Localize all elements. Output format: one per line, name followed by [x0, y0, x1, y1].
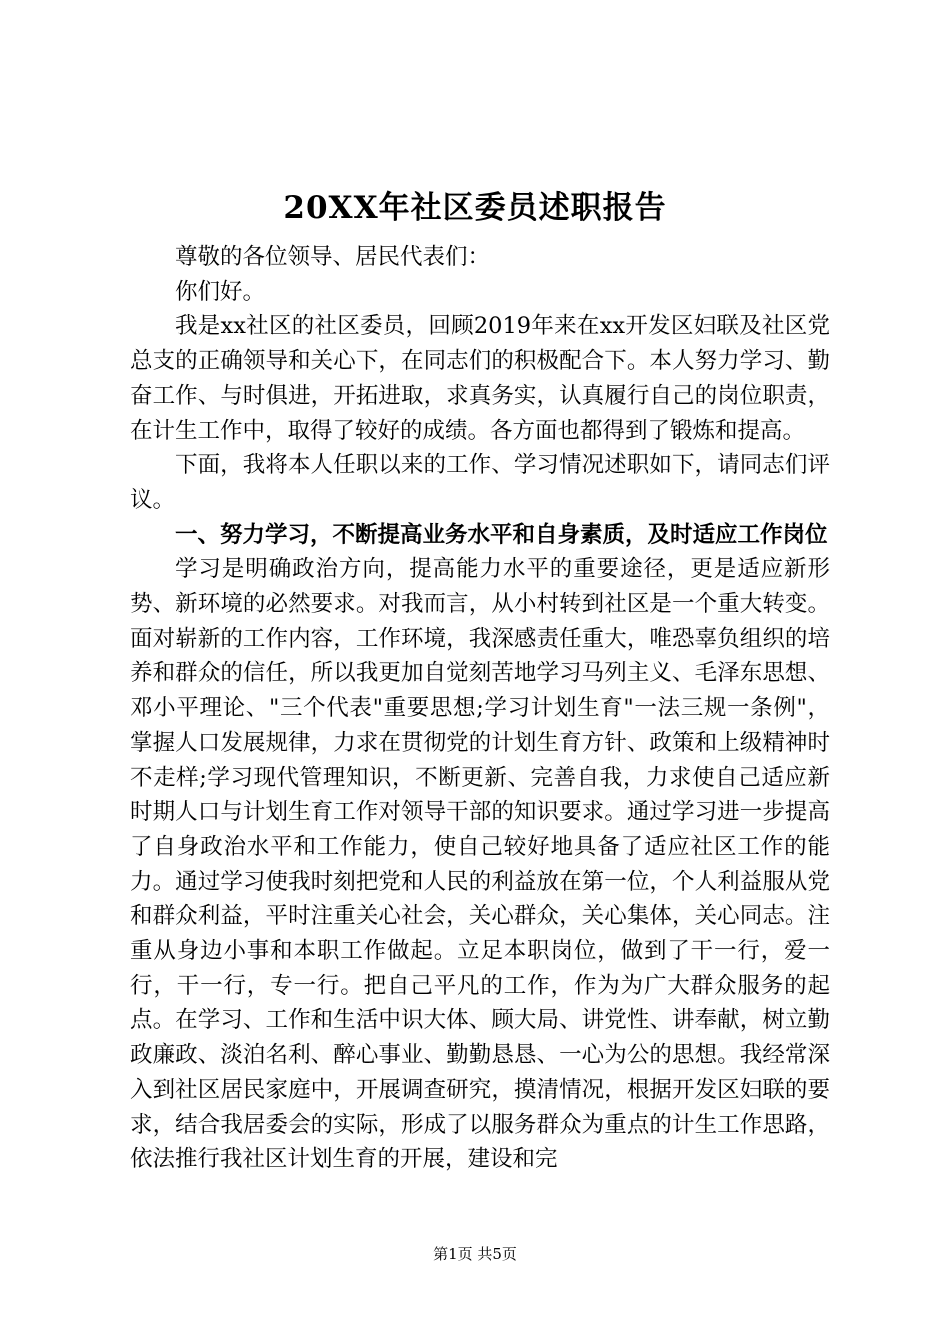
intro-paragraph: 我是xx社区的社区委员，回顾2019年来在xx开发区妇联及社区党总支的正确领导和关心下，在同志们的积极配合下。本人努力学习、勤奋工作、与时俱进，开拓进取，求真务实，认真履行自己的岗位职责，在计生工作中，取得了较好的成绩。各方面也都得到了锻炼和提高。: [130, 313, 830, 444]
document-body: [130, 240, 830, 1177]
greeting: 你们好。: [175, 278, 266, 305]
page-number-footer: 第1页 共5页: [433, 1245, 517, 1263]
section-heading-1: 一、努力学习，不断提高业务水平和自身素质，及时适应工作岗位: [175, 521, 828, 548]
transition-paragraph: 下面，我将本人任职以来的工作、学习情况述职如下，请同志们评议。: [130, 452, 830, 513]
document-title: 20XX年社区委员述职报告: [283, 190, 667, 226]
salutation: 尊敬的各位领导、居民代表们：: [175, 244, 491, 270]
section-1-paragraph: 学习是明确政治方向，提高能力水平的重要途径，更是适应新形势、新环境的必然要求。对我而言，从小村转到社区是一个重大转变。面对崭新的工作内容，工作环境，我深感责任重大，唯恐辜负组织的培养和群众的信任，所以我更加自觉刻苦地学习马列主义、毛泽东思想、邓小平理论、"三个代表"重要思想;学习计划生育"一法三规一条例"，掌握人口发展规律，力求在贯彻党的计划生育方针、政策和上级精神时不走样;学习现代管理知识，不断更新、完善自我，力求使自己适应新时期人口与计划生育工作对领导干部的知识要求。通过学习进一步提高了自身政治水平和工作能力，使自己较好地具备了适应社区工作的能力。通过学习使我时刻把党和人民的利益放在第一位，个人利益服从党和群众利益，平时注重关心社会，关心群众，关心集体，关心同志。注重从身边小事和本职工作做起。立足本职岗位，做到了干一行，爱一行，干一行，专一行。把自己平凡的工作，作为为广大群众服务的起点。在学习、工作和生活中识大体、顾大局、讲党性、讲奉献，树立勤政廉政、淡泊名利、醉心事业、勤勤恳恳、一心为公的思想。我经常深入到社区居民家庭中，开展调查研究，摸清情况，根据开发区妇联的要求，结合我居委会的实际，形成了以服务群众为重点的计生工作思路，依法推行我社区计划生育的开展，建设和完: [130, 556, 830, 1173]
